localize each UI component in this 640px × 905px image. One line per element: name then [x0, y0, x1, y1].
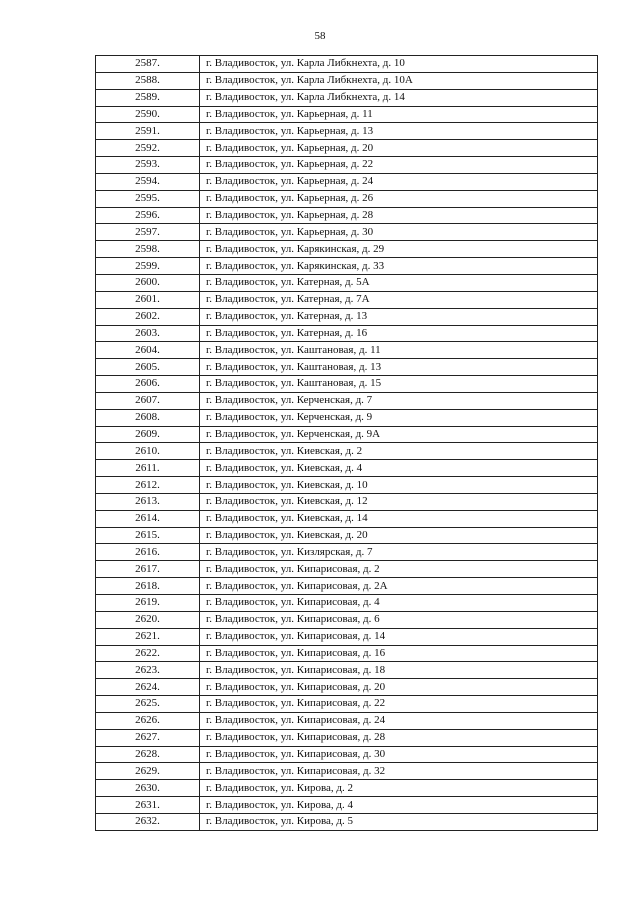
row-address: г. Владивосток, ул. Кипарисовая, д. 22 [200, 696, 598, 713]
row-address: г. Владивосток, ул. Керченская, д. 9А [200, 426, 598, 443]
row-address: г. Владивосток, ул. Карла Либкнехта, д. 14 [200, 89, 598, 106]
table-row [96, 207, 598, 224]
row-address: г. Владивосток, ул. Карьерная, д. 28 [200, 207, 598, 224]
row-address: г. Владивосток, ул. Карла Либкнехта, д. 10 [200, 56, 598, 73]
row-number: 2624. [96, 679, 200, 696]
row-number: 2617. [96, 561, 200, 578]
row-number: 2619. [96, 595, 200, 612]
row-address: г. Владивосток, ул. Киевская, д. 2 [200, 443, 598, 460]
table-row [96, 241, 598, 258]
row-address: г. Владивосток, ул. Карякинская, д. 29 [200, 241, 598, 258]
table-row [96, 140, 598, 157]
row-number: 2587. [96, 56, 200, 73]
row-number: 2629. [96, 763, 200, 780]
table-row [96, 611, 598, 628]
row-address: г. Владивосток, ул. Катерная, д. 5А [200, 274, 598, 291]
table-row [96, 56, 598, 73]
table-row [96, 460, 598, 477]
row-number: 2627. [96, 729, 200, 746]
table-row [96, 359, 598, 376]
table-row [96, 527, 598, 544]
row-number: 2603. [96, 325, 200, 342]
table-row [96, 712, 598, 729]
row-number: 2596. [96, 207, 200, 224]
row-address: г. Владивосток, ул. Кипарисовая, д. 32 [200, 763, 598, 780]
row-number: 2630. [96, 780, 200, 797]
row-address: г. Владивосток, ул. Кипарисовая, д. 4 [200, 595, 598, 612]
row-number: 2594. [96, 173, 200, 190]
row-address: г. Владивосток, ул. Кипарисовая, д. 24 [200, 712, 598, 729]
row-number: 2597. [96, 224, 200, 241]
table-row [96, 679, 598, 696]
row-number: 2618. [96, 578, 200, 595]
row-address: г. Владивосток, ул. Карьерная, д. 13 [200, 123, 598, 140]
table-row [96, 308, 598, 325]
table-row [96, 258, 598, 275]
table-row [96, 392, 598, 409]
table-row [96, 763, 598, 780]
row-address: г. Владивосток, ул. Кипарисовая, д. 16 [200, 645, 598, 662]
table-row [96, 426, 598, 443]
row-number: 2621. [96, 628, 200, 645]
row-address: г. Владивосток, ул. Кипарисовая, д. 14 [200, 628, 598, 645]
row-address: г. Владивосток, ул. Карьерная, д. 11 [200, 106, 598, 123]
page-number: 58 [314, 30, 326, 42]
row-number: 2598. [96, 241, 200, 258]
row-number: 2609. [96, 426, 200, 443]
table-row [96, 190, 598, 207]
row-address: г. Владивосток, ул. Катерная, д. 13 [200, 308, 598, 325]
table-row [96, 561, 598, 578]
row-address: г. Владивосток, ул. Каштановая, д. 11 [200, 342, 598, 359]
address-table-body [96, 56, 598, 831]
table-row [96, 544, 598, 561]
row-number: 2600. [96, 274, 200, 291]
row-number: 2601. [96, 291, 200, 308]
table-row [96, 72, 598, 89]
row-address: г. Владивосток, ул. Киевская, д. 14 [200, 510, 598, 527]
row-address: г. Владивосток, ул. Карьерная, д. 20 [200, 140, 598, 157]
row-number: 2591. [96, 123, 200, 140]
table-row [96, 645, 598, 662]
row-number: 2605. [96, 359, 200, 376]
table-row [96, 746, 598, 763]
table-row [96, 578, 598, 595]
row-number: 2622. [96, 645, 200, 662]
table-row [96, 106, 598, 123]
row-number: 2599. [96, 258, 200, 275]
row-address: г. Владивосток, ул. Кипарисовая, д. 20 [200, 679, 598, 696]
row-number: 2614. [96, 510, 200, 527]
table-row [96, 291, 598, 308]
table-row [96, 443, 598, 460]
row-number: 2623. [96, 662, 200, 679]
table-row [96, 729, 598, 746]
row-address: г. Владивосток, ул. Карьерная, д. 24 [200, 173, 598, 190]
row-number: 2628. [96, 746, 200, 763]
row-number: 2631. [96, 797, 200, 814]
table-row [96, 376, 598, 393]
table-row [96, 409, 598, 426]
row-number: 2588. [96, 72, 200, 89]
row-number: 2632. [96, 813, 200, 830]
row-address: г. Владивосток, ул. Кирова, д. 5 [200, 813, 598, 830]
table-row [96, 696, 598, 713]
table-row [96, 342, 598, 359]
row-address: г. Владивосток, ул. Керченская, д. 7 [200, 392, 598, 409]
row-address: г. Владивосток, ул. Карякинская, д. 33 [200, 258, 598, 275]
row-address: г. Владивосток, ул. Кирова, д. 2 [200, 780, 598, 797]
row-address: г. Владивосток, ул. Кипарисовая, д. 6 [200, 611, 598, 628]
row-address: г. Владивосток, ул. Керченская, д. 9 [200, 409, 598, 426]
row-address: г. Владивосток, ул. Кипарисовая, д. 30 [200, 746, 598, 763]
row-address: г. Владивосток, ул. Каштановая, д. 15 [200, 376, 598, 393]
row-number: 2626. [96, 712, 200, 729]
table-row [96, 493, 598, 510]
row-number: 2606. [96, 376, 200, 393]
row-address: г. Владивосток, ул. Кипарисовая, д. 28 [200, 729, 598, 746]
table-row [96, 224, 598, 241]
row-number: 2607. [96, 392, 200, 409]
row-address: г. Владивосток, ул. Карьерная, д. 22 [200, 157, 598, 174]
row-number: 2604. [96, 342, 200, 359]
row-address: г. Владивосток, ул. Кипарисовая, д. 2А [200, 578, 598, 595]
table-row [96, 510, 598, 527]
row-number: 2602. [96, 308, 200, 325]
row-address: г. Владивосток, ул. Карла Либкнехта, д. 10А [200, 72, 598, 89]
table-row [96, 662, 598, 679]
row-number: 2592. [96, 140, 200, 157]
address-table [95, 55, 598, 831]
row-number: 2610. [96, 443, 200, 460]
row-number: 2595. [96, 190, 200, 207]
row-address: г. Владивосток, ул. Катерная, д. 7А [200, 291, 598, 308]
table-row [96, 123, 598, 140]
row-address: г. Владивосток, ул. Киевская, д. 10 [200, 477, 598, 494]
table-row [96, 173, 598, 190]
row-number: 2589. [96, 89, 200, 106]
table-row [96, 477, 598, 494]
row-number: 2612. [96, 477, 200, 494]
table-row [96, 628, 598, 645]
row-address: г. Владивосток, ул. Карьерная, д. 26 [200, 190, 598, 207]
row-address: г. Владивосток, ул. Кирова, д. 4 [200, 797, 598, 814]
row-number: 2611. [96, 460, 200, 477]
row-number: 2608. [96, 409, 200, 426]
row-number: 2613. [96, 493, 200, 510]
row-address: г. Владивосток, ул. Киевская, д. 20 [200, 527, 598, 544]
row-address: г. Владивосток, ул. Карьерная, д. 30 [200, 224, 598, 241]
row-number: 2625. [96, 696, 200, 713]
table-row [96, 274, 598, 291]
table-row [96, 813, 598, 830]
row-number: 2615. [96, 527, 200, 544]
row-number: 2616. [96, 544, 200, 561]
row-address: г. Владивосток, ул. Киевская, д. 4 [200, 460, 598, 477]
row-number: 2620. [96, 611, 200, 628]
row-address: г. Владивосток, ул. Кизлярская, д. 7 [200, 544, 598, 561]
table-row [96, 325, 598, 342]
table-row [96, 89, 598, 106]
row-number: 2593. [96, 157, 200, 174]
row-address: г. Владивосток, ул. Катерная, д. 16 [200, 325, 598, 342]
row-address: г. Владивосток, ул. Кипарисовая, д. 2 [200, 561, 598, 578]
row-address: г. Владивосток, ул. Каштановая, д. 13 [200, 359, 598, 376]
row-address: г. Владивосток, ул. Кипарисовая, д. 18 [200, 662, 598, 679]
table-row [96, 797, 598, 814]
table-row [96, 157, 598, 174]
table-row [96, 595, 598, 612]
table-row [96, 780, 598, 797]
row-number: 2590. [96, 106, 200, 123]
row-address: г. Владивосток, ул. Киевская, д. 12 [200, 493, 598, 510]
